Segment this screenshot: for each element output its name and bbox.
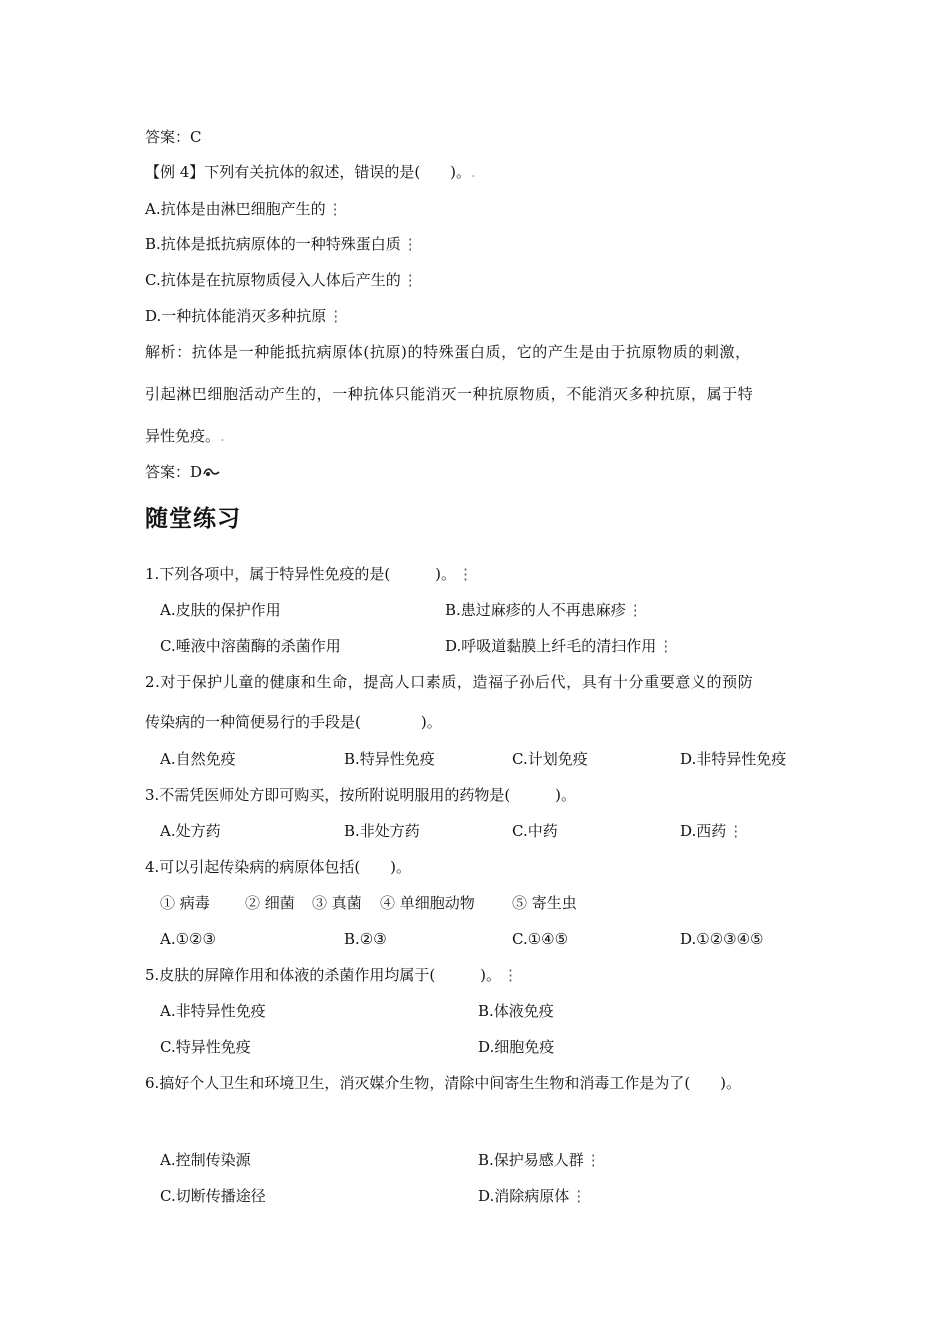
question-6-option-a: A.控制传染源 [160,1151,251,1169]
example-4-question: 【例 4】下列有关抗体的叙述，错误的是( )。. [145,163,476,181]
question-1-option-c: C.唾液中溶菌酶的杀菌作用 [160,637,341,655]
paragraph-anchor-icon [202,466,220,478]
section-title: 随堂练习 [145,506,241,532]
example-4-option-c: C.抗体是在抗原物质侵入人体后产生的 ⋮ [145,271,417,289]
question-5-stem: 5.皮肤的屏障作用和体液的杀菌作用均属于( )。 ⋮ [145,966,518,984]
question-1-option-d: D.呼吸道黏膜上纤毛的清扫作用 ⋮ [445,637,673,655]
question-3-option-c: C.中药 [512,822,558,840]
example-4-analysis-line-1: 解析：抗体是一种能抵抗病原体(抗原)的特殊蛋白质，它的产生是由于抗原物质的刺激， [145,343,751,361]
example-4-option-d: D.一种抗体能消灭多种抗原 ⋮ [145,307,343,325]
question-2-option-c: C.计划免疫 [512,750,588,768]
question-4-item-3: ③ 真菌 [312,894,362,912]
question-4-item-5: ⑤ 寄生虫 [512,894,577,912]
question-3-option-d: D.西药 ⋮ [680,822,743,840]
question-3-option-b: B.非处方药 [344,822,420,840]
question-3-stem: 3.不需凭医师处方即可购买，按所附说明服用的药物是( )。 [145,786,577,804]
example-4-option-b: B.抗体是抵抗病原体的一种特殊蛋白质 ⋮ [145,235,417,253]
question-2-option-d: D.非特异性免疫 [680,750,787,768]
question-4-stem: 4.可以引起传染病的病原体包括( )。 [145,858,412,876]
question-4-option-d: D.①②③④⑤ [680,930,764,948]
question-4-item-2: ② 细菌 [245,894,295,912]
question-4-item-4: ④ 单细胞动物 [380,894,475,912]
question-6-option-b: B.保护易感人群 ⋮ [478,1151,600,1169]
question-6-option-d: D.消除病原体 ⋮ [478,1187,586,1205]
question-2-option-b: B.特异性免疫 [344,750,435,768]
question-1-option-b: B.患过麻疹的人不再患麻疹 ⋮ [445,601,642,619]
question-1-option-a: A.皮肤的保护作用 [160,601,281,619]
question-6-option-c: C.切断传播途径 [160,1187,266,1205]
question-2-stem-line-1: 2.对于保护儿童的健康和生命，提高人口素质，造福子孙后代，具有十分重要意义的预防 [145,673,754,691]
question-4-option-c: C.①④⑤ [512,930,569,948]
example-4-option-a: A.抗体是由淋巴细胞产生的 ⋮ [145,200,342,218]
question-5-option-d: D.细胞免疫 [478,1038,555,1056]
example-4-analysis-line-2: 引起淋巴细胞活动产生的，一种抗体只能消灭一种抗原物质，不能消灭多种抗原，属于特 [145,385,754,403]
question-5-option-a: A.非特异性免疫 [160,1002,266,1020]
question-6-stem: 6.搞好个人卫生和环境卫生，消灭媒介生物，清除中间寄生生物和消毒工作是为了( )。 [145,1074,742,1092]
question-3-option-a: A.处方药 [160,822,221,840]
question-2-stem-line-2: 传染病的一种简便易行的手段是( )。 [145,713,442,731]
previous-answer: 答案：C [145,128,202,146]
example-4-answer: 答案：D [145,462,220,482]
example-4-analysis-line-3: 异性免疫。. [145,427,225,445]
question-4-option-a: A.①②③ [160,930,216,948]
question-5-option-b: B.体液免疫 [478,1002,554,1020]
question-5-option-c: C.特异性免疫 [160,1038,251,1056]
question-4-option-b: B.②③ [344,930,387,948]
question-2-option-a: A.自然免疫 [160,750,236,768]
question-1-stem: 1.下列各项中，属于特异性免疫的是( )。 ⋮ [145,565,473,583]
question-4-item-1: ① 病毒 [160,894,210,912]
